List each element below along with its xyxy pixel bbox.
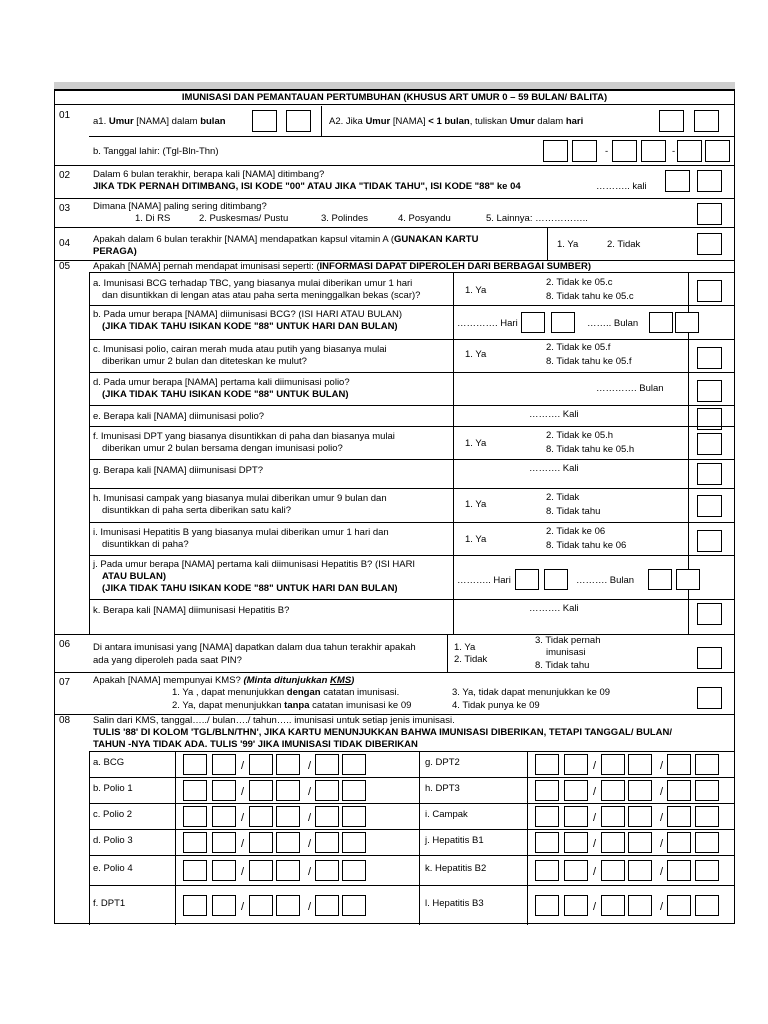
q08-right-date-box[interactable] <box>628 860 652 881</box>
date-slash: / <box>593 760 597 772</box>
q08-right-date-box[interactable] <box>628 780 652 801</box>
question-05 <box>55 261 734 635</box>
q02-text: Dalam 6 bulan terakhir, berapa kali [NAMA] ditimbang? <box>93 169 325 180</box>
date-slash: / <box>241 838 245 850</box>
q08-left-date-box[interactable] <box>183 754 207 775</box>
q08-instruction: TULIS '88' DI KOLOM 'TGL/BLN/THN', JIKA KARTU MENUNJUKKAN BAHWA IMUNISASI DIBERIKAN, TETAPI TANGGAL/ BULAN/ <box>93 727 673 738</box>
q05h-box[interactable] <box>697 495 722 517</box>
q03-box[interactable] <box>697 203 722 225</box>
q05h-text-2: disuntikkan di paha serta diberikan satu kali? <box>102 505 292 516</box>
q02-box-2[interactable] <box>697 170 722 192</box>
q05f-tidak-tahu: 8. Tidak tahu ke 05.h <box>546 444 635 455</box>
dash: - <box>605 146 609 157</box>
q08-text: Salin dari KMS, tanggal…../ bulan…./ tahun….. imunisasi untuk setiap jenis imunisasi. <box>93 715 455 726</box>
q03-option: 3. Polindes <box>321 213 369 224</box>
q08-left-date-box[interactable] <box>315 860 339 881</box>
q04-text-2: PERAGA) <box>93 246 137 257</box>
q08-left-date-box[interactable] <box>276 754 300 775</box>
q08-left-label: f. DPT1 <box>93 898 126 909</box>
q05c-ya: 1. Ya <box>465 349 487 360</box>
date-slash: / <box>241 901 245 913</box>
birth-day-box-1[interactable] <box>543 140 568 162</box>
date-slash: / <box>593 901 597 913</box>
date-slash: / <box>660 786 664 798</box>
q05b-text: b. Pada umur berapa [NAMA] diimunisasi BCG? (ISI HARI ATAU BULAN) <box>93 309 403 320</box>
q07-option-1: 1. Ya , dapat menunjukkan dengan catatan imunisasi. <box>172 687 400 698</box>
q01-a2-label: A2. Jika Umur [NAMA] < 1 bulan, tuliskan Umur dalam hari <box>329 116 584 127</box>
birth-month-box-1[interactable] <box>612 140 637 162</box>
q07-option-4: 4. Tidak punya ke 09 <box>452 700 540 711</box>
q08-right-date-box[interactable] <box>535 832 559 853</box>
question-number: 01 <box>59 110 71 121</box>
date-slash: / <box>308 812 312 824</box>
q08-left-date-box[interactable] <box>249 806 273 827</box>
q08-left-date-box[interactable] <box>212 780 236 801</box>
q08-right-date-box[interactable] <box>695 806 719 827</box>
q08-right-date-box[interactable] <box>601 860 625 881</box>
q05h-text: h. Imunisasi campak yang biasanya mulai diberikan umur 9 bulan dan <box>93 493 387 504</box>
date-slash: / <box>241 786 245 798</box>
q08-left-label: d. Polio 3 <box>93 835 133 846</box>
question-06 <box>55 635 734 673</box>
q05j-bulan: ………. Bulan <box>576 575 635 586</box>
q05i-box[interactable] <box>697 530 722 552</box>
q05f-tidak: 2. Tidak ke 05.h <box>546 430 614 441</box>
q08-left-date-box[interactable] <box>276 860 300 881</box>
q08-left-date-box[interactable] <box>342 895 366 916</box>
date-slash: / <box>308 901 312 913</box>
q05k-text: k. Berapa kali [NAMA] diimunisasi Hepatitis B? <box>93 605 290 616</box>
date-slash: / <box>593 838 597 850</box>
q05j-bulan-box-1[interactable] <box>648 569 672 590</box>
q05j-text-2: ATAU BULAN) <box>102 571 167 582</box>
q02-box-1[interactable] <box>665 170 690 192</box>
q02-unit: ……….. kali <box>596 181 647 192</box>
q05d-bulan: …………. Bulan <box>596 383 664 394</box>
q01-a2-box-1[interactable] <box>659 110 684 132</box>
q08-right-label: l. Hepatitis B3 <box>425 898 484 909</box>
q08-left-date-box[interactable] <box>342 754 366 775</box>
q08-right-date-box[interactable] <box>601 895 625 916</box>
q08-right-label: h. DPT3 <box>425 783 460 794</box>
q03-option: 2. Puskesmas/ Pustu <box>199 213 289 224</box>
question-number: 06 <box>59 639 71 650</box>
q08-left-date-box[interactable] <box>276 832 300 853</box>
q08-right-date-box[interactable] <box>695 780 719 801</box>
question-04 <box>55 228 734 261</box>
q08-left-date-box[interactable] <box>183 895 207 916</box>
q08-right-date-box[interactable] <box>564 832 588 853</box>
q05b-bulan-box-2[interactable] <box>675 312 699 333</box>
q08-right-date-box[interactable] <box>535 754 559 775</box>
q08-right-date-box[interactable] <box>535 895 559 916</box>
q08-right-date-box[interactable] <box>628 754 652 775</box>
q04-text: Apakah dalam 6 bulan terakhir [NAMA] mendapatkan kapsul vitamin A (GUNAKAN KARTU <box>93 234 479 245</box>
q05b-instruction: (JIKA TIDAK TAHU ISIKAN KODE "88" UNTUK HARI DAN BULAN) <box>102 321 398 332</box>
q08-left-date-box[interactable] <box>342 806 366 827</box>
q08-left-date-box[interactable] <box>276 780 300 801</box>
date-slash: / <box>241 866 245 878</box>
q08-right-label: i. Campak <box>425 809 468 820</box>
q08-right-date-box[interactable] <box>695 832 719 853</box>
q03-option: 4. Posyandu <box>398 213 451 224</box>
q05j-instruction: (JIKA TIDAK TAHU ISIKAN KODE "88" UNTUK HARI DAN BULAN) <box>102 583 398 594</box>
q01-a1-box-1[interactable] <box>252 110 277 132</box>
q05-text: Apakah [NAMA] pernah mendapat imunisasi seperti: (INFORMASI DAPAT DIPEROLEH DARI BERBAGAI SUMBER) <box>93 261 591 272</box>
date-slash: / <box>660 866 664 878</box>
q08-left-date-box[interactable] <box>183 806 207 827</box>
q08-right-date-box[interactable] <box>535 860 559 881</box>
q08-right-date-box[interactable] <box>667 860 691 881</box>
q05i-tidak-tahu: 8. Tidak tahu ke 06 <box>546 540 627 551</box>
date-slash: / <box>308 866 312 878</box>
question-01 <box>55 106 734 166</box>
q08-right-date-box[interactable] <box>667 832 691 853</box>
question-number: 08 <box>59 715 71 726</box>
birth-day-box-2[interactable] <box>572 140 597 162</box>
q05d-text: d. Pada umur berapa [NAMA] pertama kali diimunisasi polio? <box>93 377 350 388</box>
q05a-box[interactable] <box>697 280 722 302</box>
q05h-tidak-tahu: 8. Tidak tahu <box>546 506 601 517</box>
q06-tidak-tahu: 8. Tidak tahu <box>535 660 590 671</box>
q05j-hari-box-1[interactable] <box>515 569 539 590</box>
q05j-bulan-box-2[interactable] <box>676 569 700 590</box>
form-header: IMUNISASI DAN PEMANTAUAN PERTUMBUHAN (KHUSUS ART UMUR 0 – 59 BULAN/ BALITA) <box>55 91 734 105</box>
q05b-bulan: …….. Bulan <box>587 318 639 329</box>
q05a-tidak-tahu: 8. Tidak tahu ke 05.c <box>546 291 634 302</box>
q08-right-date-box[interactable] <box>695 754 719 775</box>
q05b-hari-box-1[interactable] <box>521 312 545 333</box>
q08-right-label: g. DPT2 <box>425 757 460 768</box>
q08-right-label: j. Hepatitis B1 <box>425 835 484 846</box>
question-02 <box>55 166 734 199</box>
date-slash: / <box>593 786 597 798</box>
q05f-box[interactable] <box>697 433 722 455</box>
q05c-box[interactable] <box>697 347 722 369</box>
q08-left-date-box[interactable] <box>342 860 366 881</box>
q08-left-date-box[interactable] <box>315 754 339 775</box>
q08-instruction-2: TAHUN -NYA TIDAK ADA. TULIS '99' JIKA IMUNISASI TIDAK DIBERIKAN <box>93 739 418 750</box>
q08-left-date-box[interactable] <box>315 832 339 853</box>
q08-left-label: a. BCG <box>93 757 125 768</box>
q08-left-date-box[interactable] <box>212 860 236 881</box>
q08-left-date-box[interactable] <box>315 780 339 801</box>
q05a-text: a. Imunisasi BCG terhadap TBC, yang biasanya mulai diberikan umur 1 hari <box>93 278 413 289</box>
date-slash: / <box>593 866 597 878</box>
q05f-text: f. Imunisasi DPT yang biasanya disuntikkan di paha dan biasanya mulai <box>93 431 395 442</box>
q03-option: 1. Di RS <box>135 213 171 224</box>
q08-right-date-box[interactable] <box>695 895 719 916</box>
q08-left-label: e. Polio 4 <box>93 863 133 874</box>
q05k-kali: ………. Kali <box>529 603 579 614</box>
date-slash: / <box>660 838 664 850</box>
q02-instruction: JIKA TDK PERNAH DITIMBANG, ISI KODE "00" ATAU JIKA "TIDAK TAHU", ISI KODE "88" ke 04 <box>93 181 521 192</box>
birth-year-box-1[interactable] <box>677 140 702 162</box>
top-band <box>54 82 735 90</box>
q05i-text-2: disuntikkan di paha? <box>102 539 189 550</box>
q08-right-date-box[interactable] <box>564 860 588 881</box>
q03-text: Dimana [NAMA] paling sering ditimbang? <box>93 201 267 212</box>
q08-right-date-box[interactable] <box>601 780 625 801</box>
q05a-text-2: dan disuntikkan di lengan atas atau paha serta meninggalkan bekas (scar)? <box>102 290 421 301</box>
question-number: 07 <box>59 677 71 688</box>
question-number: 05 <box>59 261 71 272</box>
q08-left-date-box[interactable] <box>315 806 339 827</box>
q05c-tidak: 2. Tidak ke 05.f <box>546 342 611 353</box>
q05c-text-2: diberikan umur 2 bulan dan diteteskan ke mulut? <box>102 356 307 367</box>
q08-left-date-box[interactable] <box>212 832 236 853</box>
q08-left-date-box[interactable] <box>249 780 273 801</box>
q08-left-date-box[interactable] <box>249 860 273 881</box>
q08-right-date-box[interactable] <box>695 860 719 881</box>
q06-box[interactable] <box>697 647 722 669</box>
q08-right-date-box[interactable] <box>667 780 691 801</box>
q08-left-date-box[interactable] <box>249 895 273 916</box>
q05j-text: j. Pada umur berapa [NAMA] pertama kali diimunisasi Hepatitis B? (ISI HARI <box>93 559 416 570</box>
q05b-bulan-box-1[interactable] <box>649 312 673 333</box>
q05h-ya: 1. Ya <box>465 499 487 510</box>
q07-text: Apakah [NAMA] mempunyai KMS? (Minta ditunjukkan KMS) <box>93 675 355 686</box>
q05h-tidak: 2. Tidak <box>546 492 580 503</box>
date-slash: / <box>308 838 312 850</box>
q01-b-label: b. Tanggal lahir: (Tgl-Bln-Thn) <box>93 146 219 157</box>
q07-box[interactable] <box>697 687 722 709</box>
q08-left-date-box[interactable] <box>183 832 207 853</box>
question-07 <box>55 673 734 715</box>
q06-text-2: ada yang diperoleh pada saat PIN? <box>93 655 242 666</box>
q08-left-date-box[interactable] <box>183 780 207 801</box>
form-table <box>54 90 735 924</box>
q05e-text: e. Berapa kali [NAMA] diimunisasi polio? <box>93 411 265 422</box>
q05f-text-2: diberikan umur 2 bulan bersama dengan imunisasi polio? <box>102 443 343 454</box>
q05c-text: c. Imunisasi polio, cairan merah muda atau putih yang biasanya mulai <box>93 344 387 355</box>
q05d-box[interactable] <box>697 380 722 402</box>
q05e-kali: ………. Kali <box>529 409 579 420</box>
q08-left-date-box[interactable] <box>276 806 300 827</box>
q06-text: Di antara imunisasi yang [NAMA] dapatkan dalam dua tahun terakhir apakah <box>93 642 416 653</box>
q04-option-ya: 1. Ya <box>557 239 579 250</box>
q08-right-date-box[interactable] <box>535 806 559 827</box>
q08-left-date-box[interactable] <box>249 832 273 853</box>
q08-left-date-box[interactable] <box>183 860 207 881</box>
date-slash: / <box>660 760 664 772</box>
date-slash: / <box>660 901 664 913</box>
q08-right-date-box[interactable] <box>601 832 625 853</box>
q08-right-date-box[interactable] <box>564 806 588 827</box>
q08-right-date-box[interactable] <box>667 754 691 775</box>
q08-left-date-box[interactable] <box>276 895 300 916</box>
q08-right-date-box[interactable] <box>564 754 588 775</box>
q05j-hari-box-2[interactable] <box>544 569 568 590</box>
q05i-ya: 1. Ya <box>465 534 487 545</box>
q08-left-date-box[interactable] <box>212 754 236 775</box>
q05a-tidak: 2. Tidak ke 05.c <box>546 277 613 288</box>
question-08 <box>55 715 734 925</box>
q05d-instruction: (JIKA TIDAK TAHU ISIKAN KODE "88" UNTUK BULAN) <box>102 389 349 400</box>
q05a-ya: 1. Ya <box>465 285 487 296</box>
q06-tidak: 2. Tidak <box>454 654 488 665</box>
q08-right-date-box[interactable] <box>628 895 652 916</box>
q04-box[interactable] <box>697 233 722 255</box>
q01-a1-label: a1. Umur [NAMA] dalam bulan <box>93 116 226 127</box>
q08-right-date-box[interactable] <box>564 895 588 916</box>
dash: - <box>672 146 676 157</box>
q04-option-tidak: 2. Tidak <box>607 239 641 250</box>
q08-right-date-box[interactable] <box>535 780 559 801</box>
q05i-text: i. Imunisasi Hepatitis B yang biasanya mulai diberikan umur 1 hari dan <box>93 527 389 538</box>
q08-left-date-box[interactable] <box>342 832 366 853</box>
q05i-tidak: 2. Tidak ke 06 <box>546 526 606 537</box>
q05g-kali: ………. Kali <box>529 463 579 474</box>
q08-right-date-box[interactable] <box>564 780 588 801</box>
question-03 <box>55 199 734 228</box>
q01-a2-box-2[interactable] <box>694 110 719 132</box>
q08-right-date-box[interactable] <box>628 806 652 827</box>
q06-tidak-pernah: 3. Tidak pernah <box>535 635 601 646</box>
q08-right-date-box[interactable] <box>628 832 652 853</box>
q03-option: 5. Lainnya: …………….. <box>486 213 588 224</box>
q08-left-date-box[interactable] <box>315 895 339 916</box>
date-slash: / <box>241 760 245 772</box>
q05b-hari-box-2[interactable] <box>551 312 575 333</box>
q05f-ya: 1. Ya <box>465 438 487 449</box>
q08-left-label: c. Polio 2 <box>93 809 133 820</box>
q05j-hari: ……….. Hari <box>457 575 511 586</box>
q05g-text: g. Berapa kali [NAMA] diimunisasi DPT? <box>93 465 264 476</box>
birth-year-box-2[interactable] <box>705 140 730 162</box>
q05c-tidak-tahu: 8. Tidak tahu ke 05.f <box>546 356 632 367</box>
date-slash: / <box>660 812 664 824</box>
question-number: 02 <box>59 170 71 181</box>
question-number: 03 <box>59 203 71 214</box>
q08-left-date-box[interactable] <box>212 806 236 827</box>
q08-left-date-box[interactable] <box>212 895 236 916</box>
date-slash: / <box>593 812 597 824</box>
q08-left-date-box[interactable] <box>249 754 273 775</box>
q06-ya: 1. Ya <box>454 642 476 653</box>
q08-right-date-box[interactable] <box>601 806 625 827</box>
q08-right-label: k. Hepatitis B2 <box>425 863 487 874</box>
q08-right-date-box[interactable] <box>667 895 691 916</box>
q08-right-date-box[interactable] <box>667 806 691 827</box>
q05k-box[interactable] <box>697 603 722 625</box>
date-slash: / <box>308 786 312 798</box>
date-slash: / <box>241 812 245 824</box>
q08-left-date-box[interactable] <box>342 780 366 801</box>
q07-option-3: 3. Ya, tidak dapat menunjukkan ke 09 <box>452 687 611 698</box>
q06-imunisasi: imunisasi <box>546 647 586 658</box>
q08-right-date-box[interactable] <box>601 754 625 775</box>
birth-month-box-2[interactable] <box>641 140 666 162</box>
question-number: 04 <box>59 238 71 249</box>
q07-option-2: 2. Ya, dapat menunjukkan tanpa catatan imunisasi ke 09 <box>172 700 412 711</box>
q08-left-label: b. Polio 1 <box>93 783 133 794</box>
q01-a1-box-2[interactable] <box>286 110 311 132</box>
q05b-hari: …………. Hari <box>457 318 518 329</box>
q05g-box[interactable] <box>697 463 722 485</box>
date-slash: / <box>308 760 312 772</box>
